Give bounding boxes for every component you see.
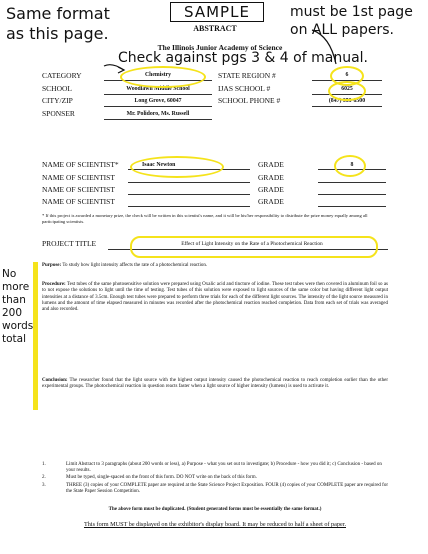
instruction-text: THREE (3) copies of your COMPLETE paper are required at the State Science Project Exposition. FOUR (4) copies of your COMPLETE paper are required for the State Paper Session Competition. <box>66 482 388 494</box>
instruction-number: 3. <box>42 482 46 488</box>
state-region-value: 6 <box>345 72 349 78</box>
instruction-number: 1. <box>42 462 46 467</box>
city-zip-value: Long Grove, 60047 <box>134 98 182 104</box>
scientist-label: NAME OF SCIENTIST <box>42 173 115 182</box>
handwritten-note-left-margin: No more than 200 words total <box>2 268 34 345</box>
school-label: SCHOOL <box>42 84 73 93</box>
form-organization: The Illinois Junior Academy of Science <box>157 43 283 52</box>
conclusion-text: The researcher found that the light source with the highest output intensity caused the photochemical reaction to reach completion earlier than the other experimental groups. The photochemical reaction in question reacts faster when a light source of higher intensity (lumens) is used to activate it. <box>42 378 388 390</box>
grade-label: GRADE <box>258 173 284 182</box>
grade-label: GRADE <box>258 185 284 194</box>
project-title-label: PROJECT TITLE <box>42 239 97 248</box>
handwritten-note-check: Check against pgs 3 & 4 of manual. <box>118 50 368 66</box>
scientist-label: NAME OF SCIENTIST* <box>42 160 119 169</box>
scientist-label: NAME OF SCIENTIST <box>42 197 115 206</box>
scientist-value: Isaac Newton <box>142 162 176 168</box>
instruction-text: Limit Abstract to 3 paragraphs (about 200 words or less), a) Purpose - what you set out to investigate; b) Procedure - how you did it; c) Conclusion - based on your results. <box>66 462 382 474</box>
duplicate-note: The above form must be duplicated. (Student generated forms must be essentially the same format.) <box>108 507 322 512</box>
school-phone-label: SCHOOL PHONE # <box>218 96 281 105</box>
conclusion-label: Conclusion: <box>42 378 68 383</box>
grade-label: GRADE <box>258 197 284 206</box>
left-margin-highlight <box>33 262 38 410</box>
instruction-text: Must be typed, single-spaced on the front of this form. DO NOT write on the back of this form. <box>66 475 257 481</box>
sponsor-label: SPONSER <box>42 109 75 118</box>
school-value: Woodlawn Middle School <box>126 86 190 92</box>
category-label: CATEGORY <box>42 71 82 80</box>
purpose-label: Purpose: <box>42 263 62 268</box>
grade-value: 8 <box>350 162 354 168</box>
school-phone-value: (847) 353-8500 <box>328 98 366 104</box>
ijas-school-label: IJAS SCHOOL # <box>218 84 271 93</box>
form-heading: ABSTRACT <box>193 24 237 33</box>
procedure-text: Test tubes of the same photosensitive solution were prepared using Oxalic acid and tincture of iodine. These test tubes were then covered in aluminum foil so as to not expose the solutions to light until the time of testing. Test tubes of this solution were exposed to light sources of the same color but having different light output intensities at a distance of 3.5cm. Enough test tubes were prepared to perform three trials for each of the different light sources. The intensity of the light source measured in lumens and the amount of time elapsed measured in minutes was recorded after the photochemical reaction reached completion. Data from each set of trials was averaged and also recorded. <box>42 282 388 313</box>
procedure-label: Procedure: <box>42 282 66 287</box>
handwritten-note-top-right: must be 1st page on ALL papers. <box>290 4 413 38</box>
project-title-value: Effect of Light Intensity on the Rate of a Photochemical Reaction <box>181 241 323 247</box>
instruction-number: 2. <box>42 475 46 481</box>
city-zip-label: CITY/ZIP <box>42 96 73 105</box>
grade-label: GRADE <box>258 160 284 169</box>
prize-note: * If this project is awarded a monetary prize, the check will be written in this scientist's name, and it will be his/her responsibility to distribute the prize money equally among all participating scientists. <box>42 213 368 224</box>
display-note: This form MUST be displayed on the exhibitor's display board. It may be reduced to half a sheet of paper. <box>83 521 346 528</box>
sponsor-value: Mr. Polidoro, Ms. Russell <box>126 111 190 117</box>
purpose-text: To study how light intensity affects the rate of a photochemical reaction. <box>62 263 208 268</box>
ijas-school-value: 6025 <box>341 86 353 92</box>
category-value: Chemistry <box>144 72 172 78</box>
scientist-label: NAME OF SCIENTIST <box>42 185 115 194</box>
handwritten-sample-box: SAMPLE <box>170 2 264 22</box>
state-region-label: STATE REGION # <box>218 71 276 80</box>
handwritten-note-top-left: Same format as this page. <box>6 4 110 43</box>
